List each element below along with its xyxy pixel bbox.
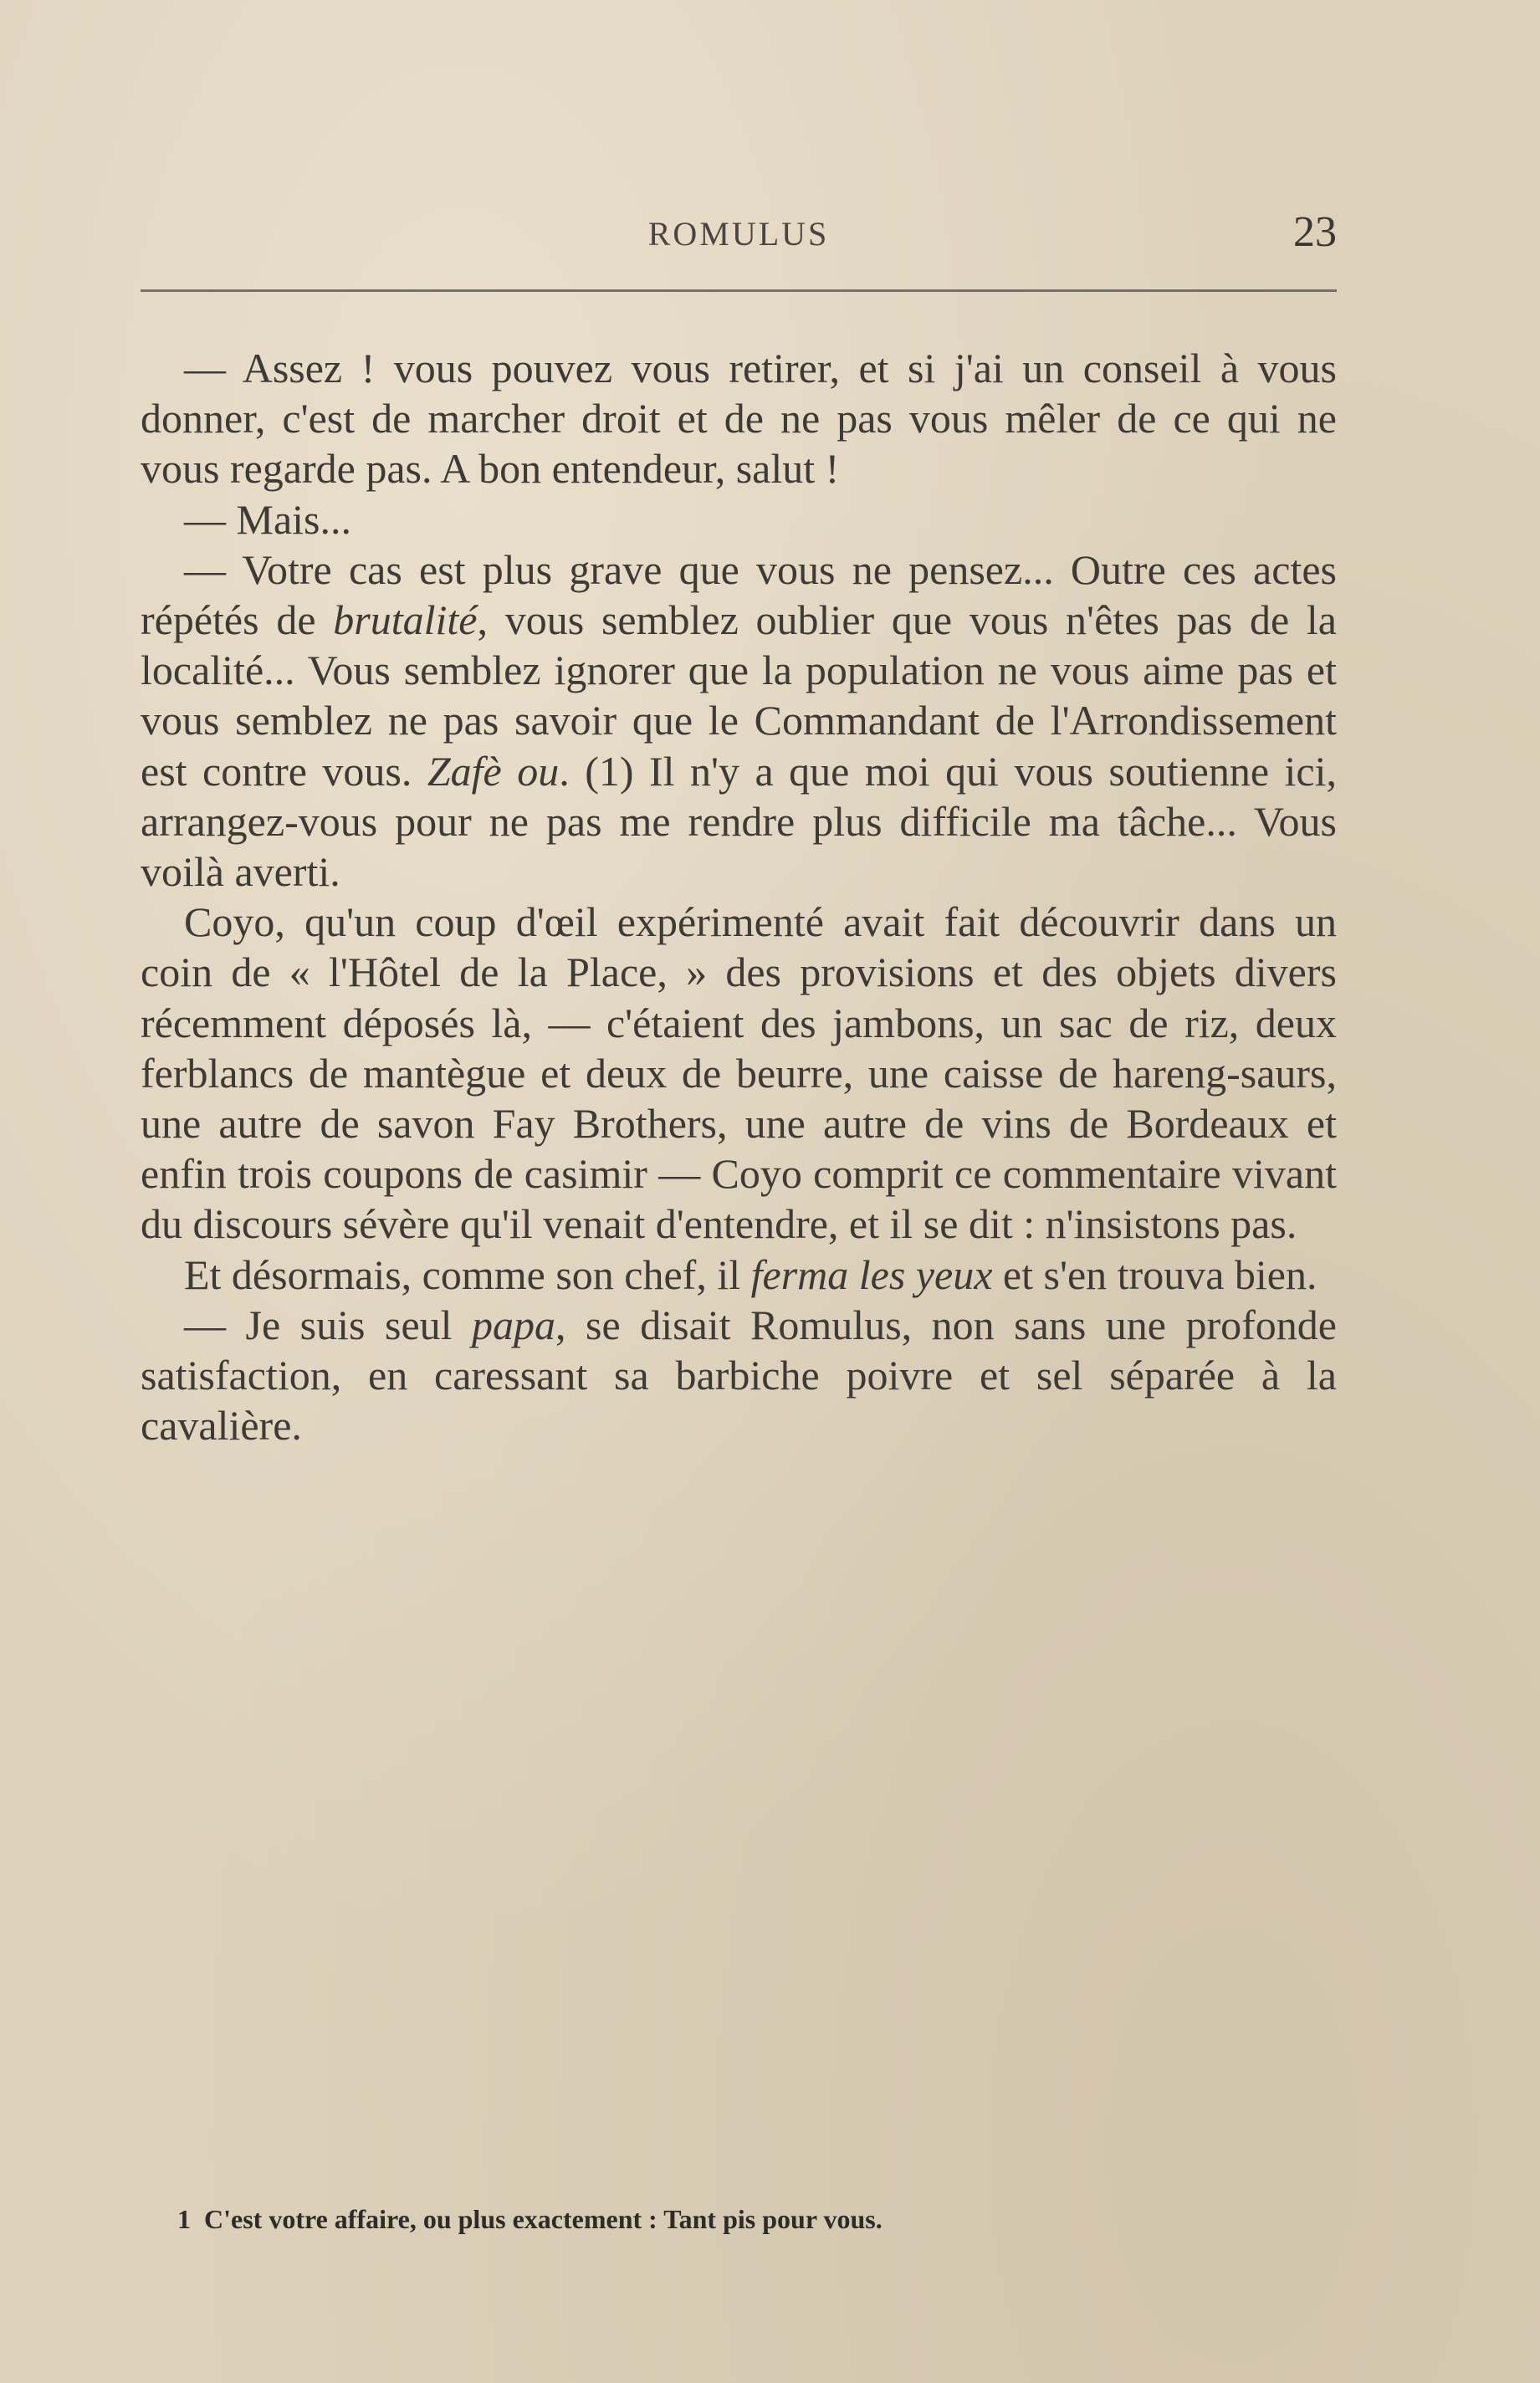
running-title: ROMULUS	[647, 215, 830, 253]
text-run: Et désormais, comme son chef, il	[184, 1250, 751, 1298]
text-run: . (1) Il n'y a que moi qui vous soutienne ici, arrangez-vous pour ne pas me rendre plus difficile ma tâche... Vous voilà averti.	[141, 747, 1337, 896]
header-rule	[141, 289, 1337, 292]
paragraph	[141, 897, 1337, 1249]
body-text	[141, 343, 1337, 1450]
paragraph	[141, 1300, 1337, 1451]
paragraph	[141, 343, 1337, 494]
text-run: , se disait Romulus, non sans une profonde satisfaction, en caressant sa barbiche poivre et sel séparée à la cavalière.	[141, 1301, 1337, 1450]
footnote-marker: 1	[177, 2204, 191, 2234]
paragraph	[141, 545, 1337, 897]
italic-text: ferma les yeux	[750, 1250, 993, 1298]
italic-text: papa	[472, 1301, 556, 1348]
text-run: — Je suis seul	[184, 1301, 473, 1348]
paragraph	[141, 494, 1337, 545]
text-run: et s'en trouva bien.	[992, 1250, 1317, 1298]
text-run: , vous semblez oublier que vous n'êtes pas de la localité... Vous semblez ignorer que la population ne vous aime pas et vous semblez ne pas savoir que le Commandant de l'Arrondissement est contre vous.	[141, 596, 1337, 795]
footnote	[177, 2204, 1181, 2235]
italic-text: Zafè ou	[427, 747, 560, 795]
text-run: Coyo, qu'un coup d'œil expérimenté avait fait découvrir dans un coin de « l'Hôtel de la Place, » des provisions et des objets divers récemment déposés là, — c'étaient des jambons, un sac de riz, deux ferblancs de mantègue et deux de beurre, une caisse de hareng-saurs, une autre de savon Fay Brothers, une autre de vins de Bordeaux et enfin trois coupons de casimir — Coyo comprit ce commentaire vivant du discours sévère qu'il venait d'entendre, et il se dit : n'insistons pas.	[141, 898, 1337, 1248]
footnote-text: C'est votre affaire, ou plus exactement : Tant pis pour vous.	[204, 2204, 883, 2234]
text-run: — Assez ! vous pouvez vous retirer, et si j'ai un conseil à vous donner, c'est de marcher droit et de ne pas vous mêler de ce qui ne vous regarde pas. A bon entendeur, salut !	[141, 345, 1337, 493]
page-number: 23	[1293, 208, 1337, 256]
text-run: — Votre cas est plus grave que vous ne pensez... Outre ces actes répétés de	[141, 545, 1337, 644]
running-head	[141, 207, 1337, 258]
italic-text: brutalité	[333, 596, 478, 644]
paragraph	[141, 1250, 1337, 1300]
text-run: — Mais...	[184, 495, 351, 543]
